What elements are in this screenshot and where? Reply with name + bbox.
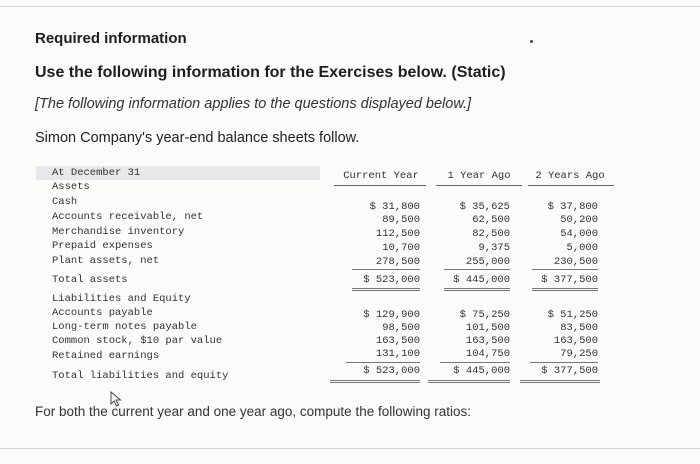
cell-value: 101,500 bbox=[465, 322, 510, 334]
cell-value: 50,200 bbox=[560, 214, 598, 226]
cell-value: $ 129,900 bbox=[363, 309, 420, 321]
total-liabilities-equity-value: $ 445,000 bbox=[453, 365, 510, 377]
exercise-title: Use the following information for the Exercises below. (Static) bbox=[35, 64, 506, 81]
cell-value: $ 37,800 bbox=[547, 201, 598, 213]
cell-value: 278,500 bbox=[375, 256, 420, 268]
cell-value: 62,500 bbox=[472, 214, 510, 226]
instruction-note: [The following information applies to the questions displayed below.] bbox=[35, 96, 472, 112]
subtotal-rule bbox=[444, 269, 510, 270]
row-label: Prepaid expenses bbox=[52, 240, 153, 252]
cell-value: 82,500 bbox=[472, 228, 510, 240]
cell-value: 83,500 bbox=[560, 322, 598, 334]
row-label: Retained earnings bbox=[52, 350, 160, 362]
row-label: Accounts receivable, net bbox=[52, 211, 204, 223]
double-underline bbox=[444, 290, 510, 291]
total-assets-label: Total assets bbox=[52, 274, 128, 286]
cell-value: 163,500 bbox=[375, 335, 420, 347]
cell-value: 163,500 bbox=[465, 335, 510, 347]
top-divider bbox=[0, 6, 700, 7]
double-underline bbox=[444, 288, 510, 289]
double-underline bbox=[352, 290, 420, 291]
row-label: Common stock, $10 par value bbox=[52, 335, 223, 347]
row-label: Merchandise inventory bbox=[52, 226, 185, 238]
cell-value: 9,375 bbox=[478, 242, 510, 254]
cell-value: $ 75,250 bbox=[459, 309, 510, 321]
total-assets-value: $ 377,500 bbox=[541, 274, 598, 286]
column-header-current-year: Current Year bbox=[343, 170, 419, 182]
liabilities-heading: Liabilities and Equity bbox=[52, 293, 191, 305]
required-information-heading: Required information bbox=[35, 30, 187, 47]
cell-value: $ 35,625 bbox=[459, 201, 510, 213]
cell-value: 230,500 bbox=[553, 256, 598, 268]
row-label: Cash bbox=[52, 196, 78, 208]
cell-value: 163,500 bbox=[553, 335, 598, 347]
header-underline bbox=[436, 185, 522, 186]
cell-value: 131,100 bbox=[375, 348, 420, 360]
total-liabilities-equity-label: Total liabilities and equity bbox=[52, 370, 229, 382]
subtotal-rule bbox=[532, 269, 598, 270]
column-header-2-years-ago: 2 Years Ago bbox=[535, 170, 605, 182]
double-underline bbox=[352, 288, 420, 289]
cell-value: 255,000 bbox=[465, 256, 510, 268]
subtotal-rule bbox=[352, 269, 420, 270]
date-header: At December 31 bbox=[52, 167, 141, 179]
row-label: Accounts payable bbox=[52, 307, 153, 319]
subtotal-rule bbox=[440, 362, 510, 363]
double-underline bbox=[532, 288, 598, 289]
double-underline bbox=[532, 290, 598, 291]
double-underline bbox=[428, 382, 510, 383]
cell-value: 54,000 bbox=[560, 228, 598, 240]
double-underline bbox=[330, 382, 420, 383]
double-underline bbox=[520, 380, 600, 381]
header-underline bbox=[334, 185, 426, 186]
decorative-dot bbox=[530, 40, 533, 43]
bottom-divider bbox=[0, 448, 700, 449]
double-underline bbox=[520, 382, 600, 383]
assets-heading: Assets bbox=[52, 181, 90, 193]
column-header-1-year-ago: 1 Year Ago bbox=[447, 170, 511, 182]
total-liabilities-equity-value: $ 523,000 bbox=[363, 365, 420, 377]
cell-value: 112,500 bbox=[375, 228, 420, 240]
double-underline bbox=[428, 380, 510, 381]
footer-instruction: For both the current year and one year ago, compute the following ratios: bbox=[35, 404, 472, 419]
cell-value: 89,500 bbox=[382, 214, 420, 226]
cell-value: $ 31,800 bbox=[369, 201, 420, 213]
cell-value: 5,000 bbox=[566, 242, 598, 254]
header-underline bbox=[528, 185, 614, 186]
subtotal-rule bbox=[530, 362, 598, 363]
double-underline bbox=[330, 380, 420, 381]
total-assets-value: $ 445,000 bbox=[453, 274, 510, 286]
subtotal-rule bbox=[346, 362, 420, 363]
row-label: Plant assets, net bbox=[52, 255, 160, 267]
cell-value: $ 51,250 bbox=[547, 309, 598, 321]
intro-text: Simon Company's year-end balance sheets follow. bbox=[35, 130, 360, 146]
cell-value: 79,250 bbox=[560, 348, 598, 360]
cell-value: 10,700 bbox=[382, 242, 420, 254]
cell-value: 98,500 bbox=[382, 322, 420, 334]
total-liabilities-equity-value: $ 377,500 bbox=[541, 365, 598, 377]
cell-value: 104,750 bbox=[465, 348, 510, 360]
row-label: Long-term notes payable bbox=[52, 321, 197, 333]
total-assets-value: $ 523,000 bbox=[363, 274, 420, 286]
